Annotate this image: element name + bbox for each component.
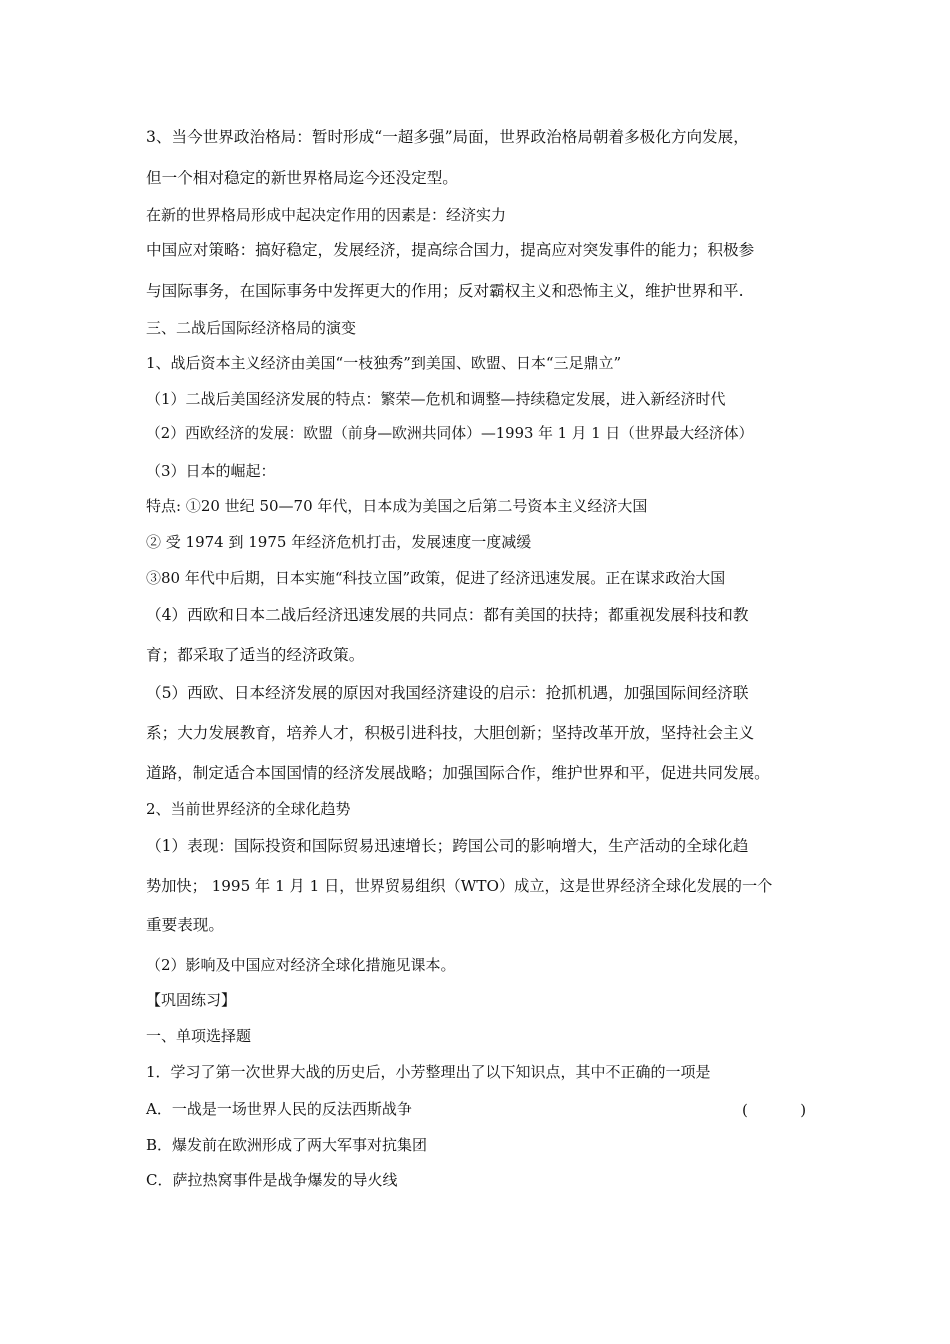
text-line: 道路，制定适合本国国情的经济发展战略；加强国际合作，维护世界和平，促进共同发展。: [146, 764, 770, 782]
exercise-heading: 【巩固练习】: [146, 991, 237, 1009]
text-line: （1）二战后美国经济发展的特点：繁荣—危机和调整—持续稳定发展，进入新经济时代: [146, 390, 726, 408]
text-line: 育；都采取了适当的经济政策。: [146, 646, 365, 664]
text-line: ② 受 1974 到 1975 年经济危机打击，发展速度一度减缓: [146, 533, 532, 551]
text-line: 2、当前世界经济的全球化趋势: [146, 800, 351, 818]
text-line: 但一个相对稳定的新世界格局迄今还没定型。: [146, 169, 458, 187]
option-a: A．一战是一场世界人民的反法西斯战争: [146, 1100, 412, 1118]
text-line: （1）表现：国际投资和国际贸易迅速增长；跨国公司的影响增大，生产活动的全球化趋: [146, 837, 749, 855]
text-line: 系；大力发展教育，培养人才，积极引进科技，大胆创新；坚持改革开放，坚持社会主义: [146, 724, 755, 742]
section-heading: 三、二战后国际经济格局的演变: [146, 319, 357, 337]
text-line: （5）西欧、日本经济发展的原因对我国经济建设的启示：抢抓机遇，加强国际间经济联: [146, 684, 749, 702]
text-line: 与国际事务，在国际事务中发挥更大的作用；反对霸权主义和恐怖主义，维护世界和平.: [146, 282, 744, 300]
text-line: （2）影响及中国应对经济全球化措施见课本。: [146, 956, 456, 974]
text-line: （2）西欧经济的发展：欧盟（前身—欧洲共同体）—1993 年 1 月 1 日（世界最大经济体）: [146, 425, 754, 442]
text-line: 中国应对策略：搞好稳定，发展经济，提高综合国力，提高应对突发事件的能力；积极参: [146, 241, 755, 259]
option-b: B．爆发前在欧洲形成了两大军事对抗集团: [146, 1136, 428, 1154]
text-line: 势加快； 1995 年 1 月 1 日，世界贸易组织（WTO）成立，这是世界经济全球化发展的一个: [146, 877, 773, 895]
question-stem: 1．学习了第一次世界大战的历史后，小芳整理出了以下知识点，其中不正确的一项是: [146, 1063, 711, 1081]
text-line: 1、战后资本主义经济由美国“一枝独秀”到美国、欧盟、日本“三足鼎立”: [146, 354, 622, 372]
text-line: ③80 年代中后期，日本实施“科技立国”政策，促进了经济迅速发展。正在谋求政治大国: [146, 569, 726, 587]
text-line: （4）西欧和日本二战后经济迅速发展的共同点：都有美国的扶持；都重视发展科技和教: [146, 606, 749, 624]
text-line: 3、当今世界政治格局：暂时形成“一超多强”局面，世界政治格局朝着多极化方向发展，: [146, 128, 749, 146]
option-c: C．萨拉热窝事件是战争爆发的导火线: [146, 1171, 398, 1189]
text-line: 重要表现。: [146, 916, 224, 934]
text-line: 特点: ①20 世纪 50—70 年代，日本成为美国之后第二号资本主义经济大国: [146, 497, 648, 515]
answer-blank: ( ): [742, 1101, 807, 1119]
text-line: （3）日本的崛起：: [146, 462, 276, 480]
text-line: 在新的世界格局形成中起决定作用的因素是：经济实力: [146, 206, 507, 224]
question-type-heading: 一、单项选择题: [146, 1027, 252, 1045]
